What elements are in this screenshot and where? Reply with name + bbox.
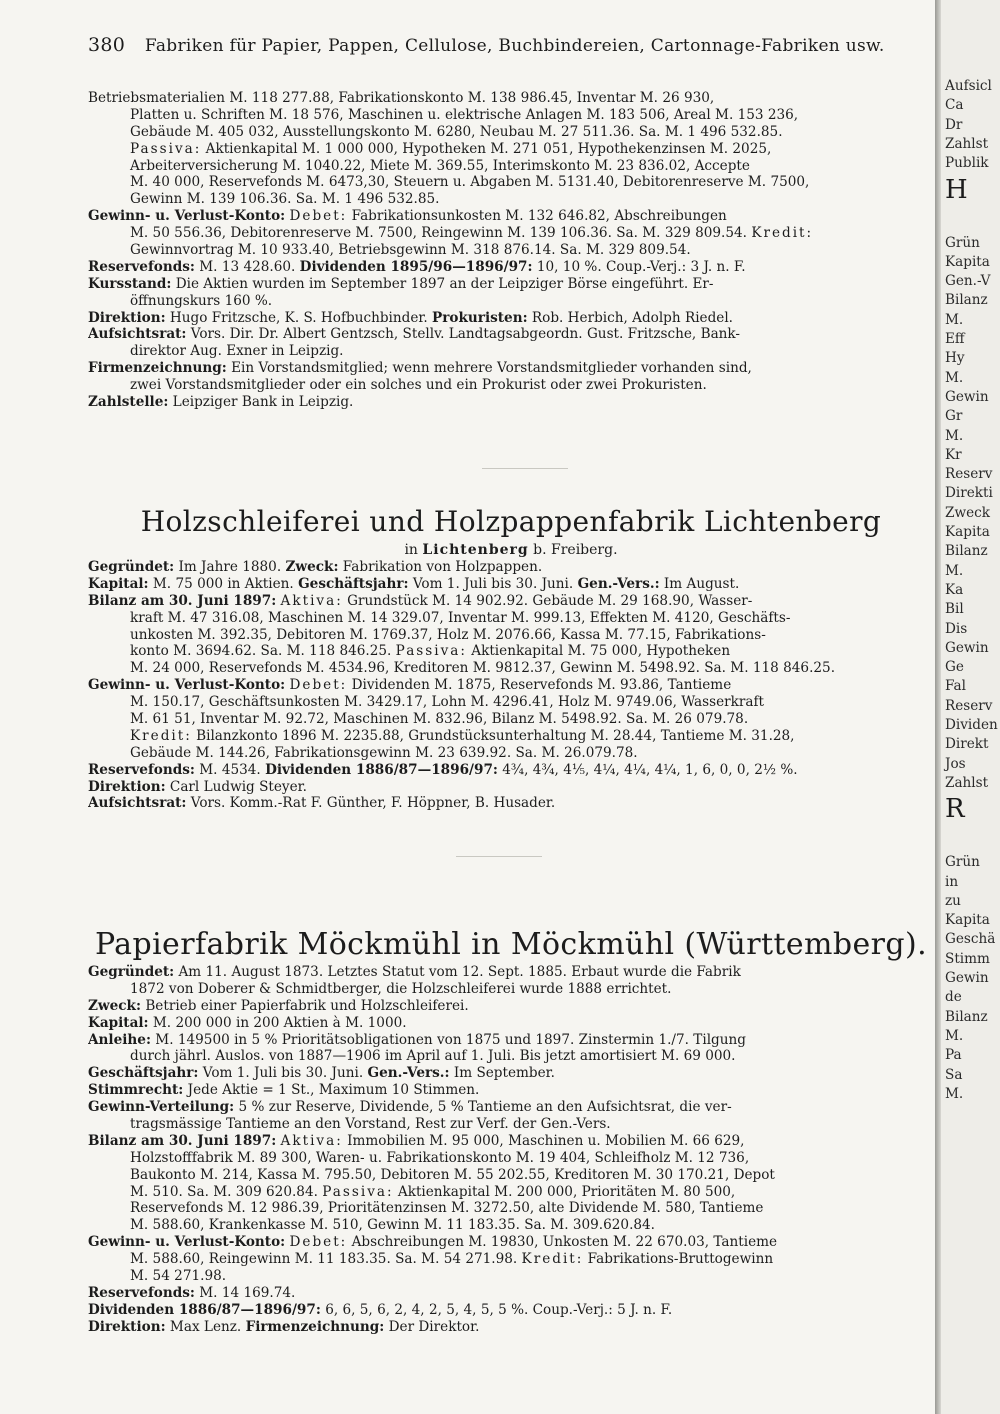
- text-line: Holzstofffabrik M. 89 300, Waren- u. Fabrikationskonto M. 19 404, Schleifholz M. 12 736,: [130, 1149, 750, 1166]
- text-line: M. 510. Sa. M. 309 620.84. Passiva: Aktienkapital M. 200 000, Prioritäten M. 80 500,: [130, 1183, 736, 1200]
- adjacent-page-edge: [941, 0, 1000, 1414]
- adjacent-page-fragment: Zahlst: [945, 135, 989, 152]
- text-line: unkosten M. 392.35, Debitoren M. 1769.37, Holz M. 2076.66, Kassa M. 77.15, Fabrikations-: [130, 626, 766, 643]
- text-line: Gebäude M. 405 032, Ausstellungskonto M. 6280, Neubau M. 27 511.36. Sa. M. 1 496 532.85.: [130, 123, 783, 140]
- text-line: 1872 von Doberer & Schmidtberger, die Holzschleiferei wurde 1888 errichtet.: [130, 980, 672, 997]
- adjacent-page-fragment: Jos: [945, 755, 966, 772]
- text-line: Betriebsmaterialien M. 118 277.88, Fabrikationskonto M. 138 986.45, Inventar M. 26 930,: [88, 90, 715, 106]
- adjacent-page-fragment: M.: [945, 562, 964, 579]
- text-line: Kursstand: Die Aktien wurden im September 1897 an der Leipziger Börse eingeführt. Er-: [88, 275, 714, 292]
- text-line: Baukonto M. 214, Kassa M. 795.50, Debitoren M. 55 202.55, Kreditoren M. 30 170.21, Depot: [130, 1166, 775, 1183]
- adjacent-page-fragment: zu: [945, 892, 961, 909]
- adjacent-page-fragment: Kapita: [945, 524, 990, 540]
- subtitle-in: in: [404, 542, 418, 558]
- text-line: Firmenzeichnung: Ein Vorstandsmitglied; wenn mehrere Vorstandsmitglieder vorhanden sind,: [88, 360, 752, 377]
- text-line: Gewinn- u. Verlust-Konto: Debet: Abschreibungen M. 19830, Unkosten M. 22 670.03, Tantieme: [88, 1234, 778, 1251]
- entry-title: Papierfabrik Möckmühl in Möckmühl (Württemberg).: [94, 927, 928, 962]
- text-line: Kredit: Bilanzkonto 1896 M. 2235.88, Grundstücksunterhaltung M. 28.44, Tantieme M. 31.28,: [130, 727, 795, 744]
- adjacent-page-fragment: Kapita: [945, 253, 990, 270]
- adjacent-page-fragment: Zweck: [945, 504, 990, 521]
- text-line: Gebäude M. 144.26, Fabrikationsgewinn M. 23 639.92. Sa. M. 26.079.78.: [130, 744, 638, 761]
- text-line: Dividenden 1886/87—1896/97: 6, 6, 5, 6, 2, 4, 2, 5, 4, 5, 5 %. Coup.-Verj.: 5 J. n. F.: [88, 1301, 673, 1318]
- text-line: Gewinn- u. Verlust-Konto: Debet: Fabrikationsunkosten M. 132 646.82, Abschreibungen: [88, 208, 727, 225]
- text-line: M. 54 271.98.: [130, 1268, 227, 1285]
- text-line: Passiva: Aktienkapital M. 1 000 000, Hypotheken M. 271 051, Hypothekenzinsen M. 2025,: [130, 140, 772, 157]
- text-line: Gewinn- u. Verlust-Konto: Debet: Dividenden M. 1875, Reservefonds M. 93.86, Tantieme: [88, 677, 732, 694]
- text-line: Arbeiterversicherung M. 1040.22, Miete M. 369.55, Interimskonto M. 23 836.02, Accepte: [130, 157, 750, 174]
- text-line: Platten u. Schriften M. 18 576, Maschinen u. elektrische Anlagen M. 183 506, Areal M. 153 236,: [130, 106, 799, 123]
- text-line: M. 150.17, Geschäftsunkosten M. 3429.17, Lohn M. 4296.41, Holz M. 9749.06, Wasserkraft: [130, 694, 764, 711]
- adjacent-page-fragment: Grün: [945, 234, 980, 251]
- text-line: Stimmrecht: Jede Aktie = 1 St., Maximum 10 Stimmen.: [88, 1082, 480, 1099]
- text-line: M. 61 51, Inventar M. 92.72, Maschinen M. 832.96, Bilanz M. 5498.92. Sa. M. 26 079.78.: [130, 711, 749, 728]
- adjacent-page-fragment: de: [945, 989, 962, 1006]
- running-head: [88, 34, 908, 56]
- adjacent-page-fragment: Geschä: [945, 931, 996, 948]
- adjacent-page-fragment: Kapita: [945, 912, 990, 929]
- text-line: Reservefonds: M. 14 169.74.: [88, 1284, 296, 1301]
- text-line: Kapital: M. 75 000 in Aktien. Geschäftsjahr: Vom 1. Juli bis 30. Juni. Gen.-Vers.: Im August.: [88, 575, 740, 592]
- subtitle-place: Lichtenberg: [422, 542, 529, 558]
- text-line: Kapital: M. 200 000 in 200 Aktien à M. 1000.: [88, 1014, 407, 1031]
- adjacent-page-fragment: Dividen: [945, 717, 998, 733]
- adjacent-page-fragment: Publik: [945, 155, 989, 172]
- adjacent-page-fragment: Dis: [945, 620, 968, 637]
- adjacent-page-fragment: in: [945, 873, 959, 890]
- adjacent-page-fragment: Dr: [945, 116, 963, 133]
- text-line: Direktion: Max Lenz. Firmenzeichnung: Der Direktor.: [88, 1318, 480, 1335]
- adjacent-page-fragment: Kr: [945, 446, 962, 463]
- text-line: tragsmässige Tantieme an den Vorstand, Rest zur Verf. der Gen.-Vers.: [130, 1116, 611, 1133]
- entry-title: Holzschleiferei und Holzpappenfabrik Lichtenberg: [140, 505, 882, 538]
- text-line: Reservefonds: M. 13 428.60. Dividenden 1895/96—1896/97: 10, 10 %. Coup.-Verj.: 3 J. n. F.: [88, 258, 746, 275]
- text-line: direktor Aug. Exner in Leipzig.: [130, 343, 344, 360]
- adjacent-page-fragment: Bil: [945, 601, 964, 618]
- text-line: durch jährl. Auslos. von 1887—1906 im April auf 1. Juli. Bis jetzt amortisiert M. 69 000.: [130, 1048, 736, 1065]
- adjacent-page-fragment: Zahlst: [945, 774, 989, 791]
- text-line: Bilanz am 30. Juni 1897: Aktiva: Grundstück M. 14 902.92. Gebäude M. 29 168.90, Wasser-: [88, 592, 753, 609]
- text-line: Zweck: Betrieb einer Papierfabrik und Holzschleiferei.: [88, 997, 469, 1014]
- divider-rule: [456, 856, 542, 857]
- text-line: zwei Vorstandsmitglieder oder ein solches und ein Prokurist oder zwei Prokuristen.: [130, 377, 707, 394]
- adjacent-page-fragment: Stimm: [945, 950, 990, 967]
- adjacent-page-fragment: Ka: [945, 581, 964, 598]
- text-line: M. 588.60, Reingewinn M. 11 183.35. Sa. M. 54 271.98. Kredit: Fabrikations-Bruttogewinn: [130, 1251, 774, 1268]
- entry-moeckmuehl: [88, 928, 934, 1336]
- adjacent-page-fragment: Gen.-V: [945, 273, 991, 290]
- adjacent-page-fragment: Gewin: [945, 388, 989, 405]
- adjacent-page-fragment: Bilanz: [945, 543, 988, 560]
- adjacent-page-fragment: Hy: [945, 350, 965, 367]
- entry-subtitle: [88, 541, 934, 559]
- running-title: Fabriken für Papier, Pappen, Cellulose, Buchbindereien, Cartonnage-Fabriken usw.: [144, 36, 885, 56]
- adjacent-page-fragment: Direkt: [945, 736, 989, 753]
- text-line: konto M. 3694.62. Sa. M. 118 846.25. Passiva: Aktienkapital M. 75 000, Hypotheken: [130, 643, 731, 660]
- text-line: Gewinnvortrag M. 10 933.40, Betriebsgewinn M. 318 876.14. Sa. M. 329 809.54.: [130, 242, 691, 259]
- text-line: Gewinn-Verteilung: 5 % zur Reserve, Dividende, 5 % Tantieme an den Aufsichtsrat, die ver-: [88, 1099, 732, 1116]
- adjacent-page-fragment: Bilanz: [945, 292, 988, 309]
- text-line: Gegründet: Im Jahre 1880. Zweck: Fabrikation von Holzpappen.: [88, 559, 543, 575]
- adjacent-page-fragment: Eff: [945, 331, 965, 347]
- adjacent-page-fragment: Gewin: [945, 639, 989, 656]
- text-line: kraft M. 47 316.08, Maschinen M. 14 329.07, Inventar M. 999.13, Effekten M. 4120, Geschäfts-: [130, 609, 791, 626]
- text-line: Aufsichtsrat: Vors. Komm.-Rat F. Günther, F. Höppner, B. Husader.: [88, 795, 556, 812]
- text-line: Direktion: Hugo Fritzsche, K. S. Hofbuchbinder. Prokuristen: Rob. Herbich, Adolph Riedel.: [88, 309, 734, 326]
- adjacent-page-fragment: Gr: [945, 408, 963, 425]
- adjacent-page-fragment: R: [945, 794, 965, 825]
- adjacent-page-fragment: Bilanz: [945, 1008, 988, 1025]
- text-line: Aufsichtsrat: Vors. Dir. Dr. Albert Gentzsch, Stellv. Landtagsabgeordn. Gust. Fritzsche, Bank-: [88, 326, 741, 343]
- adjacent-page-fragment: Reserv: [945, 466, 993, 483]
- adjacent-page-fragment: M.: [945, 427, 964, 444]
- adjacent-page-fragment: M.: [945, 1027, 964, 1044]
- text-line: M. 588.60, Krankenkasse M. 510, Gewinn M. 11 183.35. Sa. M. 309.620.84.: [130, 1217, 656, 1234]
- adjacent-page-fragment: Pa: [945, 1047, 962, 1064]
- adjacent-page-fragment: M.: [945, 1085, 964, 1102]
- text-line: Reservefonds: M. 4534. Dividenden 1886/87—1896/97: 4¾, 4¾, 4⅕, 4¼, 4¼, 4¼, 1, 6, 0, 0, 2½ %.: [88, 761, 798, 778]
- adjacent-page-fragment: M.: [945, 311, 964, 328]
- divider-rule: [482, 468, 568, 469]
- text-line: Zahlstelle: Leipziger Bank in Leipzig.: [88, 394, 354, 411]
- adjacent-page-fragment: Grün: [945, 854, 980, 871]
- adjacent-page-fragment: Direkti: [945, 485, 993, 502]
- text-line: M. 50 556.36, Debitorenreserve M. 7500, Reingewinn M. 139 106.36. Sa. M. 329 809.54. Kredit:: [130, 225, 814, 242]
- text-line: öffnungskurs 160 %.: [130, 292, 273, 309]
- text-line: Direktion: Carl Ludwig Steyer.: [88, 778, 307, 795]
- text-line: Reservefonds M. 12 986.39, Prioritätenzinsen M. 3272.50, alte Dividende M. 580, Tantieme: [130, 1200, 764, 1217]
- text-line: M. 40 000, Reservefonds M. 6473,30, Steuern u. Abgaben M. 5131.40, Debitorenreserve M. 7500,: [130, 174, 810, 191]
- adjacent-page-fragment: M.: [945, 369, 964, 386]
- page-number: 380: [88, 34, 126, 56]
- text-line: Gewinn M. 139 106.36. Sa. M. 1 496 532.85.: [130, 191, 440, 208]
- adjacent-page-fragment: Aufsicl: [945, 78, 992, 94]
- text-line: Geschäftsjahr: Vom 1. Juli bis 30. Juni. Gen.-Vers.: Im September.: [88, 1065, 555, 1082]
- text-line: Gegründet: Am 11. August 1873. Letztes Statut vom 12. Sept. 1885. Erbaut wurde die Fabrik: [88, 964, 741, 980]
- adjacent-page-fragment: Fal: [945, 678, 966, 695]
- adjacent-page-fragment: Ca: [945, 97, 964, 114]
- text-line: Bilanz am 30. Juni 1897: Aktiva: Immobilien M. 95 000, Maschinen u. Mobilien M. 66 629,: [88, 1132, 745, 1149]
- adjacent-page-fragment: Reserv: [945, 697, 993, 714]
- text-line: Anleihe: M. 149500 in 5 % Prioritätsobligationen von 1875 und 1897. Zinstermin 1./7. Tilgung: [88, 1031, 746, 1048]
- adjacent-page-fragment: Sa: [945, 1066, 963, 1083]
- adjacent-page-fragment: H: [945, 174, 968, 205]
- adjacent-page-fragment: Gewin: [945, 970, 989, 986]
- text-line: M. 24 000, Reservefonds M. 4534.96, Kreditoren M. 9812.37, Gewinn M. 5498.92. Sa. M. 118 846.25.: [130, 660, 836, 677]
- entry-continued: [88, 90, 934, 411]
- subtitle-rest: b. Freiberg.: [533, 542, 618, 558]
- entry-lichtenberg: [88, 505, 934, 812]
- adjacent-page-fragment: Ge: [945, 659, 964, 676]
